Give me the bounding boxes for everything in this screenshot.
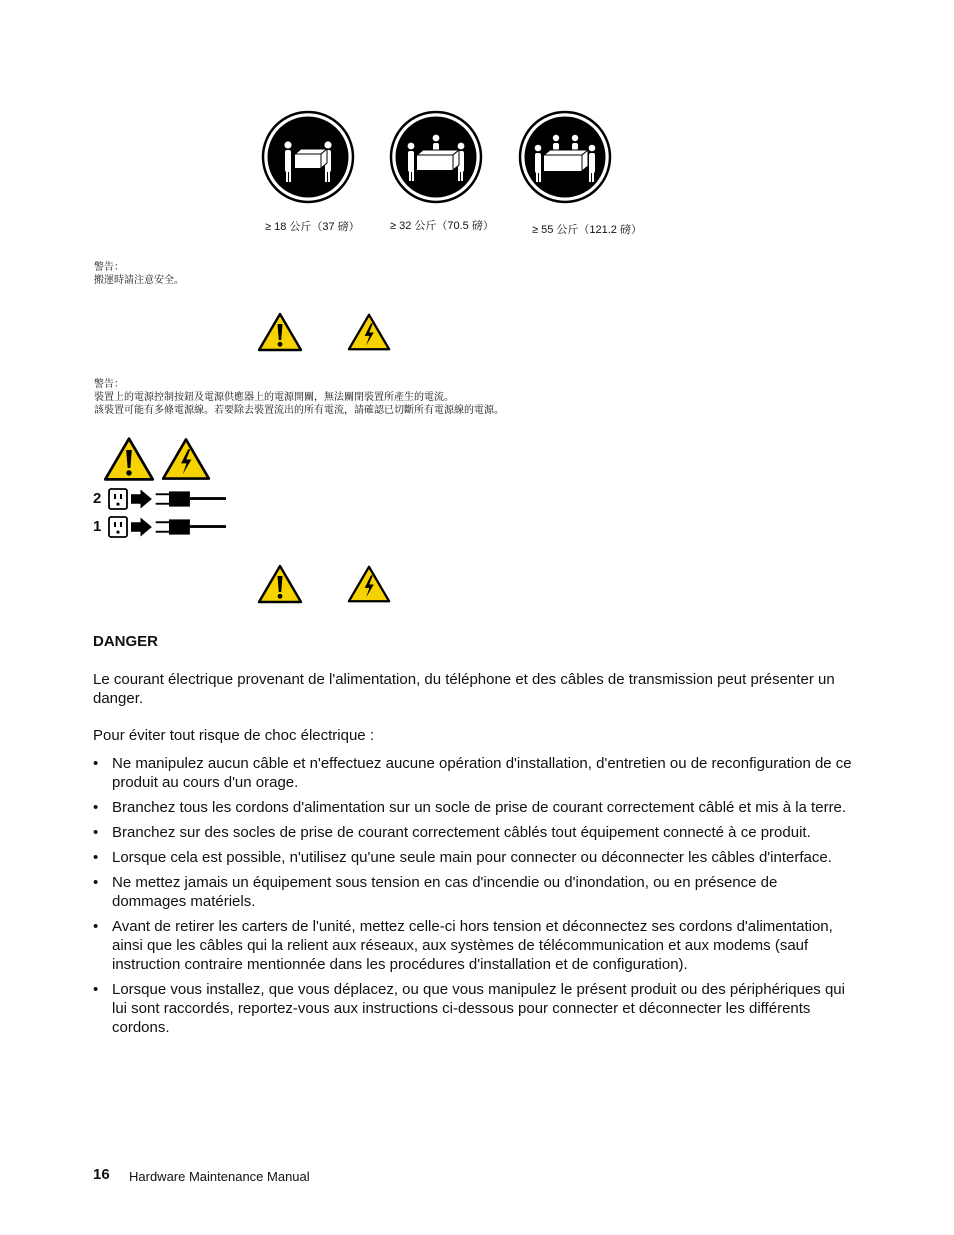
caution-lift-line1: 警告：: [94, 262, 124, 273]
weight-label-55kg: ≥ 55 公斤（121.2 磅）: [532, 224, 642, 236]
outlet-number: 1: [93, 518, 102, 535]
bullet-glyph: •: [93, 874, 99, 891]
list-item: [93, 798, 853, 817]
list-item-text: Branchez sur des socles de prise de courant correctement câblés tout équipement connecté à ce produit.: [112, 824, 811, 841]
list-item: [93, 754, 853, 792]
list-item: [93, 873, 853, 911]
electrical-hazard-icon: [347, 312, 391, 352]
bullet-glyph: •: [93, 981, 99, 998]
bullet-glyph: •: [93, 755, 99, 772]
plug-arrow-icon: [131, 488, 226, 510]
danger-heading: DANGER: [93, 633, 159, 650]
list-item-text: Avant de retirer les carters de l'unité, mettez celle-ci hors tension et déconnectez ses cordons d'alimentation, ainsi que les câbles qui la relient aux réseaux, aux systèmes de télécommunication et aux modems (sauf instruction contraire mentionnée dans les procédures d'installation et de configuration).: [112, 918, 833, 973]
plug-arrow-icon: [131, 516, 226, 538]
caution-power-line3: 該裝置可能有多條電源線。若要除去裝置流出的所有電流，請確認已切斷所有電源線的電源。: [94, 405, 504, 416]
caution-power-line2: 裝置上的電源控制按鈕及電源供應器上的電源開關，無法關閉裝置所產生的電流。: [94, 392, 454, 403]
outlet-number: 2: [93, 490, 102, 507]
warning-exclamation-icon: [257, 312, 303, 352]
outlet-row-1: [93, 515, 233, 541]
warning-exclamation-icon: [257, 564, 303, 604]
caution-power-line1: 警告：: [94, 379, 124, 390]
list-item: [93, 823, 853, 842]
weight-label-18kg: ≥ 18 公斤（37 磅）: [265, 221, 360, 233]
caution-lift-line2: 搬運時請注意安全。: [94, 275, 184, 286]
warning-exclamation-icon: [103, 436, 155, 482]
bullet-glyph: •: [93, 824, 99, 841]
danger-bullet-list: [93, 754, 853, 1043]
danger-prevention-paragraph: Pour éviter tout risque de choc électrique :: [93, 727, 374, 744]
danger-intro-paragraph: Le courant électrique provenant de l'alimentation, du téléphone et des câbles de transmission peut présenter un danger.: [93, 671, 835, 707]
list-item: [93, 848, 853, 867]
bullet-glyph: •: [93, 918, 99, 935]
list-item-text: Lorsque vous installez, que vous déplacez, ou que vous manipulez le présent produit ou des périphériques qui lui sont raccordés, reportez-vous aux instructions ci-dessous pour connecter et déconnecter les différents cordons.: [112, 981, 845, 1036]
outlet-row-2: [93, 487, 233, 513]
electrical-hazard-icon: [161, 436, 211, 482]
weight-label-32kg: ≥ 32 公斤（70.5 磅）: [390, 220, 494, 232]
list-item-text: Branchez tous les cordons d'alimentation sur un socle de prise de courant correctement câblé et mis à la terre.: [112, 799, 847, 816]
electrical-hazard-icon: [347, 564, 391, 604]
list-item: [93, 980, 853, 1037]
list-item-text: Ne mettez jamais un équipement sous tension en cas d'incendie ou d'inondation, ou en présence de dommages matériels.: [112, 874, 778, 910]
page-number: 16: [93, 1166, 110, 1183]
power-outlet-icon: [108, 516, 128, 538]
list-item-text: Ne manipulez aucun câble et n'effectuez aucune opération d'installation, d'entretien ou de reconfiguration de ce produit au cours d'un orage.: [112, 755, 852, 791]
list-item-text: Lorsque cela est possible, n'utilisez qu'une seule main pour connecter ou déconnecter les câbles d'interface.: [112, 849, 832, 866]
list-item: [93, 917, 853, 974]
manual-title: Hardware Maintenance Manual: [129, 1169, 310, 1184]
bullet-glyph: •: [93, 849, 99, 866]
lift-icon-four-person: [518, 110, 612, 204]
power-outlet-icon: [108, 488, 128, 510]
lift-icon-three-person: [389, 110, 483, 204]
bullet-glyph: •: [93, 799, 99, 816]
lift-icon-two-person: [261, 110, 355, 204]
